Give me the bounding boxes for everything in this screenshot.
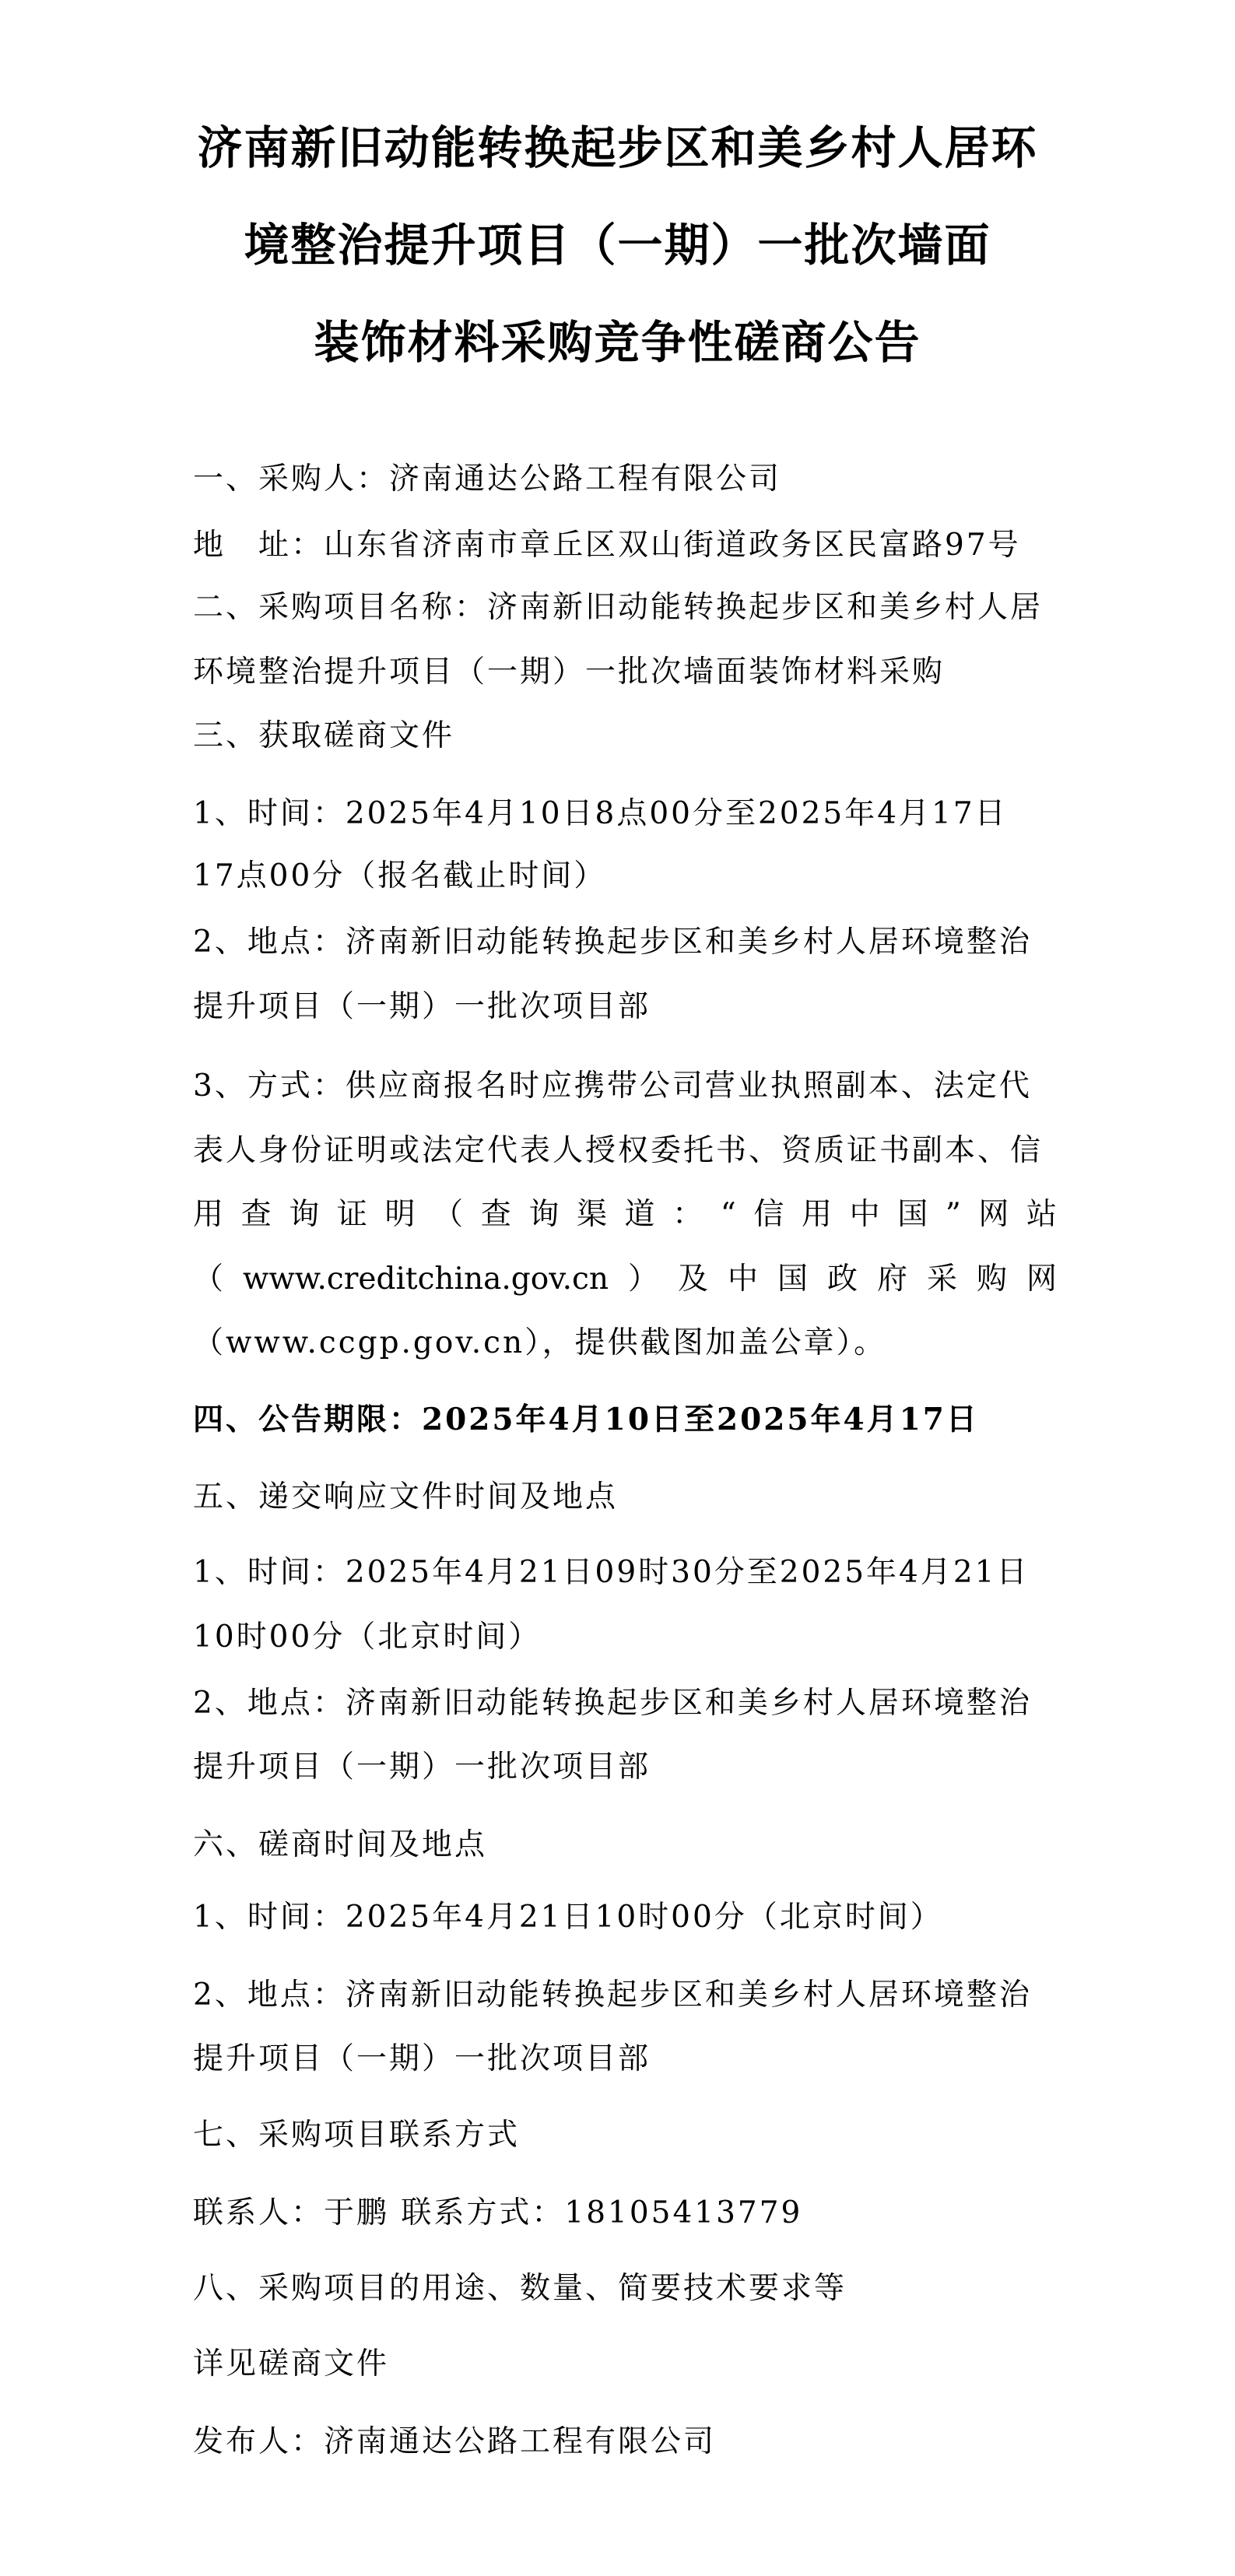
section-3-place-line-2: 提升项目（一期）一批次项目部 [193,989,651,1024]
address-line: 地 址：山东省济南市章丘区双山街道政务区民富路97号 [193,528,1021,563]
section-6-time-line: 1、时间：2025年4月21日10时00分（北京时间） [193,1900,943,1935]
document-title-line-3: 装饰材料采购竞争性磋商公告 [314,316,921,369]
section-5-time-line-2: 10时00分（北京时间） [193,1620,542,1655]
section-3-heading: 三、获取磋商文件 [193,718,455,753]
section-3-method-line-4: （www.creditchina.gov.cn）及中国政府采购网 [193,1262,1057,1297]
section-6-place-line-1: 2、地点：济南新旧动能转换起步区和美乡村人居环境整治 [193,1978,1032,2013]
section-3-method-line-3: 用查询证明（查询渠道：“信用中国”网站 [193,1197,1057,1232]
section-6-heading: 六、磋商时间及地点 [193,1827,488,1862]
section-3-time-line-1: 1、时间：2025年4月10日8点00分至2025年4月17日 [193,796,1008,831]
publisher-line: 发布人：济南通达公路工程有限公司 [193,2424,717,2459]
section-3-place-line-1: 2、地点：济南新旧动能转换起步区和美乡村人居环境整治 [193,925,1032,960]
section-5-heading: 五、递交响应文件时间及地点 [193,1479,619,1514]
section-7-contact-line: 联系人：于鹏 联系方式：18105413779 [193,2195,803,2230]
purchaser-line: 一、采购人：济南通达公路工程有限公司 [193,462,782,497]
section-7-heading: 七、采购项目联系方式 [193,2118,521,2153]
section-5-place-line-2: 提升项目（一期）一批次项目部 [193,1750,651,1785]
section-6-place-line-2: 提升项目（一期）一批次项目部 [193,2041,651,2076]
section-4-line: 四、公告期限：2025年4月10日至2025年4月17日 [193,1402,979,1437]
section-8-detail-line: 详见磋商文件 [193,2346,390,2381]
project-name-line-2: 环境整治提升项目（一期）一批次墙面装饰材料采购 [193,655,946,690]
section-3-method-line-5: （www.ccgp.gov.cn），提供截图加盖公章）。 [193,1325,887,1360]
document-title-line-1: 济南新旧动能转换起步区和美乡村人居环 [197,121,1038,174]
section-3-method-line-2: 表人身份证明或法定代表人授权委托书、资质证书副本、信 [193,1133,1044,1168]
section-5-time-line-1: 1、时间：2025年4月21日09时30分至2025年4月21日 [193,1555,1030,1590]
project-name-line-1: 二、采购项目名称：济南新旧动能转换起步区和美乡村人居 [193,590,1044,625]
section-3-time-line-2: 17点00分（报名截止时间） [193,858,607,893]
section-8-heading: 八、采购项目的用途、数量、简要技术要求等 [193,2271,847,2306]
document-title-line-2: 境整治提升项目（一期）一批次墙面 [244,219,991,272]
section-5-place-line-1: 2、地点：济南新旧动能转换起步区和美乡村人居环境整治 [193,1686,1032,1721]
section-3-method-line-1: 3、方式：供应商报名时应携带公司营业执照副本、法定代 [193,1069,1032,1104]
